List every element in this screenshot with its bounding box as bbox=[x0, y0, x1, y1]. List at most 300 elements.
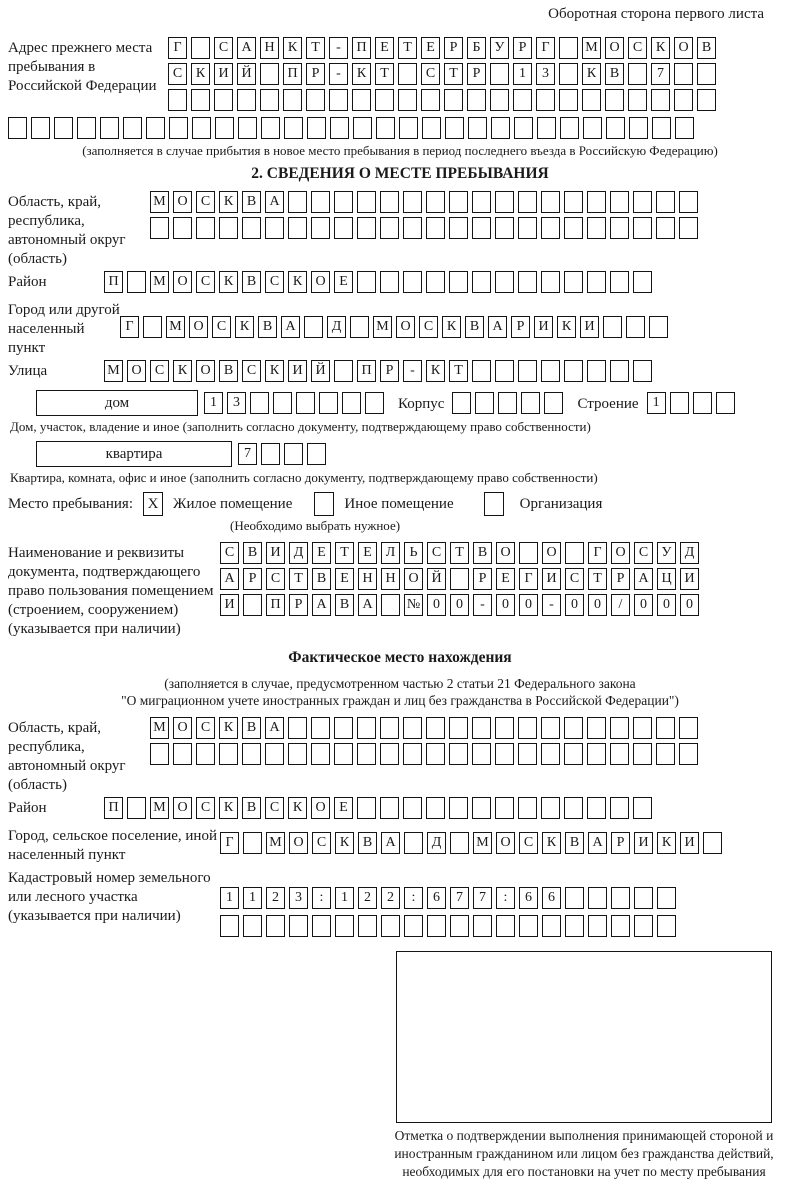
char-cell[interactable] bbox=[472, 191, 491, 213]
char-cell[interactable]: А bbox=[281, 316, 300, 338]
char-cell[interactable] bbox=[265, 217, 284, 239]
char-cell[interactable]: Д bbox=[289, 542, 308, 564]
char-cell[interactable]: Е bbox=[334, 797, 353, 819]
char-cell[interactable]: Т bbox=[588, 568, 607, 590]
char-cell[interactable] bbox=[582, 89, 601, 111]
char-cell[interactable] bbox=[587, 217, 606, 239]
char-cell[interactable]: К bbox=[542, 832, 561, 854]
char-cell[interactable] bbox=[559, 63, 578, 85]
char-cell[interactable] bbox=[357, 217, 376, 239]
char-cell[interactable] bbox=[350, 316, 369, 338]
char-cell[interactable] bbox=[610, 743, 629, 765]
char-cell[interactable] bbox=[191, 37, 210, 59]
char-cell[interactable]: 0 bbox=[565, 594, 584, 616]
char-cell[interactable] bbox=[380, 717, 399, 739]
char-cell[interactable]: В bbox=[242, 271, 261, 293]
char-cell[interactable]: К bbox=[352, 63, 371, 85]
residential-checkbox[interactable]: X bbox=[143, 492, 163, 516]
char-cell[interactable]: 1 bbox=[204, 392, 223, 414]
apartment-type-box[interactable]: квартира bbox=[36, 441, 232, 467]
char-cell[interactable]: 0 bbox=[450, 594, 469, 616]
char-cell[interactable]: С bbox=[212, 316, 231, 338]
char-cell[interactable] bbox=[472, 217, 491, 239]
char-cell[interactable] bbox=[54, 117, 73, 139]
char-cell[interactable] bbox=[127, 797, 146, 819]
char-cell[interactable] bbox=[403, 717, 422, 739]
char-cell[interactable]: Н bbox=[358, 568, 377, 590]
char-cell[interactable] bbox=[127, 271, 146, 293]
apartment-cells[interactable] bbox=[238, 443, 330, 465]
char-cell[interactable] bbox=[426, 191, 445, 213]
char-cell[interactable] bbox=[449, 271, 468, 293]
char-cell[interactable]: Г bbox=[220, 832, 239, 854]
char-cell[interactable]: С bbox=[265, 797, 284, 819]
char-cell[interactable]: О bbox=[173, 797, 192, 819]
char-cell[interactable] bbox=[307, 443, 326, 465]
char-cell[interactable]: И bbox=[542, 568, 561, 590]
char-cell[interactable] bbox=[518, 360, 537, 382]
char-cell[interactable]: В bbox=[358, 832, 377, 854]
char-cell[interactable] bbox=[679, 217, 698, 239]
char-cell[interactable]: : bbox=[312, 887, 331, 909]
char-cell[interactable]: С bbox=[242, 360, 261, 382]
char-cell[interactable] bbox=[603, 316, 622, 338]
char-cell[interactable]: Й bbox=[311, 360, 330, 382]
char-cell[interactable]: М bbox=[150, 191, 169, 213]
char-cell[interactable] bbox=[697, 89, 716, 111]
char-cell[interactable] bbox=[283, 89, 302, 111]
char-cell[interactable] bbox=[518, 797, 537, 819]
char-cell[interactable]: - bbox=[329, 37, 348, 59]
char-cell[interactable] bbox=[380, 797, 399, 819]
char-cell[interactable] bbox=[357, 717, 376, 739]
char-cell[interactable]: С bbox=[565, 568, 584, 590]
char-cell[interactable]: В bbox=[242, 797, 261, 819]
char-cell[interactable] bbox=[427, 915, 446, 937]
char-cell[interactable] bbox=[544, 392, 563, 414]
char-cell[interactable]: Т bbox=[450, 542, 469, 564]
char-cell[interactable] bbox=[77, 117, 96, 139]
char-cell[interactable]: 1 bbox=[647, 392, 666, 414]
char-cell[interactable] bbox=[519, 915, 538, 937]
char-cell[interactable]: Г bbox=[588, 542, 607, 564]
char-cell[interactable]: Д bbox=[327, 316, 346, 338]
char-cell[interactable] bbox=[541, 217, 560, 239]
city-line[interactable] bbox=[120, 316, 672, 338]
char-cell[interactable] bbox=[304, 316, 323, 338]
char-cell[interactable]: Р bbox=[289, 594, 308, 616]
char-cell[interactable] bbox=[651, 89, 670, 111]
char-cell[interactable]: 7 bbox=[473, 887, 492, 909]
char-cell[interactable]: В bbox=[219, 360, 238, 382]
char-cell[interactable]: О bbox=[127, 360, 146, 382]
char-cell[interactable] bbox=[380, 743, 399, 765]
char-cell[interactable]: - bbox=[542, 594, 561, 616]
char-cell[interactable]: Т bbox=[335, 542, 354, 564]
char-cell[interactable] bbox=[444, 89, 463, 111]
char-cell[interactable]: О bbox=[173, 191, 192, 213]
char-cell[interactable] bbox=[296, 392, 315, 414]
char-cell[interactable]: В bbox=[565, 832, 584, 854]
char-cell[interactable]: К bbox=[173, 360, 192, 382]
char-cell[interactable] bbox=[542, 915, 561, 937]
char-cell[interactable] bbox=[289, 915, 308, 937]
char-cell[interactable] bbox=[611, 887, 630, 909]
char-cell[interactable] bbox=[657, 915, 676, 937]
char-cell[interactable] bbox=[541, 743, 560, 765]
char-cell[interactable] bbox=[311, 191, 330, 213]
char-cell[interactable]: 2 bbox=[358, 887, 377, 909]
char-cell[interactable]: В bbox=[605, 63, 624, 85]
char-cell[interactable] bbox=[490, 89, 509, 111]
char-cell[interactable] bbox=[334, 360, 353, 382]
char-cell[interactable]: Й bbox=[237, 63, 256, 85]
char-cell[interactable]: С bbox=[196, 271, 215, 293]
char-cell[interactable] bbox=[380, 271, 399, 293]
char-cell[interactable]: Р bbox=[444, 37, 463, 59]
char-cell[interactable]: 7 bbox=[450, 887, 469, 909]
char-cell[interactable] bbox=[541, 271, 560, 293]
char-cell[interactable]: Р bbox=[243, 568, 262, 590]
char-cell[interactable] bbox=[697, 63, 716, 85]
char-cell[interactable]: Г bbox=[536, 37, 555, 59]
char-cell[interactable] bbox=[342, 392, 361, 414]
char-cell[interactable] bbox=[560, 117, 579, 139]
char-cell[interactable]: К bbox=[265, 360, 284, 382]
char-cell[interactable]: И bbox=[220, 594, 239, 616]
char-cell[interactable] bbox=[649, 316, 668, 338]
char-cell[interactable] bbox=[380, 191, 399, 213]
char-cell[interactable] bbox=[564, 360, 583, 382]
char-cell[interactable] bbox=[426, 271, 445, 293]
char-cell[interactable] bbox=[452, 392, 471, 414]
char-cell[interactable] bbox=[587, 191, 606, 213]
char-cell[interactable]: Д bbox=[427, 832, 446, 854]
char-cell[interactable] bbox=[610, 271, 629, 293]
actual-region-line2[interactable] bbox=[150, 743, 702, 765]
char-cell[interactable] bbox=[399, 117, 418, 139]
char-cell[interactable] bbox=[693, 392, 712, 414]
char-cell[interactable] bbox=[656, 217, 675, 239]
char-cell[interactable]: 7 bbox=[651, 63, 670, 85]
char-cell[interactable] bbox=[450, 832, 469, 854]
char-cell[interactable]: В bbox=[312, 568, 331, 590]
char-cell[interactable]: Е bbox=[335, 568, 354, 590]
char-cell[interactable] bbox=[449, 797, 468, 819]
char-cell[interactable] bbox=[403, 271, 422, 293]
char-cell[interactable]: - bbox=[473, 594, 492, 616]
char-cell[interactable] bbox=[196, 217, 215, 239]
char-cell[interactable]: М bbox=[473, 832, 492, 854]
actual-city-line[interactable] bbox=[220, 832, 726, 854]
char-cell[interactable] bbox=[288, 743, 307, 765]
char-cell[interactable] bbox=[335, 915, 354, 937]
char-cell[interactable]: 6 bbox=[427, 887, 446, 909]
char-cell[interactable] bbox=[288, 217, 307, 239]
char-cell[interactable] bbox=[238, 117, 257, 139]
char-cell[interactable] bbox=[243, 594, 262, 616]
char-cell[interactable]: С bbox=[419, 316, 438, 338]
char-cell[interactable] bbox=[169, 117, 188, 139]
char-cell[interactable]: 1 bbox=[220, 887, 239, 909]
actual-district-line[interactable] bbox=[104, 797, 656, 819]
char-cell[interactable]: М bbox=[266, 832, 285, 854]
char-cell[interactable]: Р bbox=[473, 568, 492, 590]
char-cell[interactable]: Т bbox=[444, 63, 463, 85]
char-cell[interactable]: Г bbox=[120, 316, 139, 338]
char-cell[interactable] bbox=[250, 392, 269, 414]
char-cell[interactable]: - bbox=[403, 360, 422, 382]
char-cell[interactable] bbox=[123, 117, 142, 139]
char-cell[interactable]: К bbox=[288, 797, 307, 819]
char-cell[interactable]: Р bbox=[611, 568, 630, 590]
char-cell[interactable] bbox=[352, 89, 371, 111]
char-cell[interactable]: П bbox=[266, 594, 285, 616]
char-cell[interactable] bbox=[606, 117, 625, 139]
char-cell[interactable] bbox=[468, 117, 487, 139]
char-cell[interactable] bbox=[288, 191, 307, 213]
char-cell[interactable] bbox=[536, 89, 555, 111]
char-cell[interactable]: О bbox=[496, 832, 515, 854]
char-cell[interactable]: К bbox=[651, 37, 670, 59]
char-cell[interactable] bbox=[404, 832, 423, 854]
char-cell[interactable]: А bbox=[220, 568, 239, 590]
char-cell[interactable] bbox=[628, 89, 647, 111]
char-cell[interactable] bbox=[541, 191, 560, 213]
char-cell[interactable]: С bbox=[628, 37, 647, 59]
char-cell[interactable]: 6 bbox=[542, 887, 561, 909]
char-cell[interactable]: С bbox=[150, 360, 169, 382]
char-cell[interactable]: К bbox=[557, 316, 576, 338]
char-cell[interactable] bbox=[449, 717, 468, 739]
char-cell[interactable] bbox=[357, 191, 376, 213]
char-cell[interactable] bbox=[674, 89, 693, 111]
char-cell[interactable]: 0 bbox=[496, 594, 515, 616]
char-cell[interactable] bbox=[656, 743, 675, 765]
char-cell[interactable] bbox=[490, 63, 509, 85]
char-cell[interactable]: К bbox=[219, 797, 238, 819]
char-cell[interactable] bbox=[8, 117, 27, 139]
region-line1[interactable] bbox=[150, 191, 702, 213]
char-cell[interactable] bbox=[495, 743, 514, 765]
char-cell[interactable]: И bbox=[634, 832, 653, 854]
char-cell[interactable]: М bbox=[150, 717, 169, 739]
char-cell[interactable] bbox=[100, 117, 119, 139]
char-cell[interactable]: А bbox=[358, 594, 377, 616]
char-cell[interactable] bbox=[513, 89, 532, 111]
char-cell[interactable]: О bbox=[674, 37, 693, 59]
char-cell[interactable] bbox=[380, 217, 399, 239]
char-cell[interactable] bbox=[288, 717, 307, 739]
char-cell[interactable] bbox=[521, 392, 540, 414]
char-cell[interactable]: Р bbox=[306, 63, 325, 85]
char-cell[interactable] bbox=[564, 743, 583, 765]
char-cell[interactable] bbox=[564, 797, 583, 819]
char-cell[interactable] bbox=[398, 89, 417, 111]
char-cell[interactable] bbox=[496, 915, 515, 937]
char-cell[interactable] bbox=[449, 743, 468, 765]
char-cell[interactable]: Р bbox=[513, 37, 532, 59]
char-cell[interactable] bbox=[514, 117, 533, 139]
char-cell[interactable]: П bbox=[104, 271, 123, 293]
char-cell[interactable]: К bbox=[235, 316, 254, 338]
char-cell[interactable] bbox=[311, 217, 330, 239]
char-cell[interactable]: М bbox=[104, 360, 123, 382]
char-cell[interactable] bbox=[565, 542, 584, 564]
char-cell[interactable] bbox=[334, 717, 353, 739]
char-cell[interactable]: О bbox=[605, 37, 624, 59]
char-cell[interactable] bbox=[565, 915, 584, 937]
char-cell[interactable]: Р bbox=[511, 316, 530, 338]
char-cell[interactable] bbox=[670, 392, 689, 414]
char-cell[interactable] bbox=[564, 717, 583, 739]
char-cell[interactable]: К bbox=[219, 717, 238, 739]
cadastre-line1[interactable] bbox=[220, 887, 680, 909]
char-cell[interactable]: К bbox=[219, 271, 238, 293]
char-cell[interactable]: Е bbox=[358, 542, 377, 564]
char-cell[interactable]: К bbox=[283, 37, 302, 59]
char-cell[interactable]: О bbox=[542, 542, 561, 564]
char-cell[interactable]: О bbox=[396, 316, 415, 338]
char-cell[interactable] bbox=[633, 191, 652, 213]
char-cell[interactable] bbox=[472, 271, 491, 293]
char-cell[interactable] bbox=[675, 117, 694, 139]
char-cell[interactable] bbox=[329, 89, 348, 111]
char-cell[interactable]: 3 bbox=[536, 63, 555, 85]
char-cell[interactable]: У bbox=[490, 37, 509, 59]
char-cell[interactable] bbox=[588, 915, 607, 937]
char-cell[interactable] bbox=[588, 887, 607, 909]
char-cell[interactable] bbox=[656, 717, 675, 739]
char-cell[interactable] bbox=[583, 117, 602, 139]
char-cell[interactable] bbox=[611, 915, 630, 937]
char-cell[interactable] bbox=[358, 915, 377, 937]
char-cell[interactable]: С bbox=[196, 797, 215, 819]
char-cell[interactable]: Е bbox=[496, 568, 515, 590]
char-cell[interactable] bbox=[559, 89, 578, 111]
stroenie-cells[interactable] bbox=[647, 392, 739, 414]
char-cell[interactable] bbox=[196, 743, 215, 765]
char-cell[interactable]: Р bbox=[611, 832, 630, 854]
char-cell[interactable] bbox=[357, 797, 376, 819]
char-cell[interactable]: Д bbox=[680, 542, 699, 564]
char-cell[interactable]: В bbox=[465, 316, 484, 338]
house-number-cells[interactable] bbox=[204, 392, 388, 414]
char-cell[interactable]: Г bbox=[168, 37, 187, 59]
char-cell[interactable] bbox=[330, 117, 349, 139]
char-cell[interactable] bbox=[472, 797, 491, 819]
street-line[interactable] bbox=[104, 360, 656, 382]
char-cell[interactable] bbox=[495, 360, 514, 382]
char-cell[interactable]: 0 bbox=[588, 594, 607, 616]
char-cell[interactable]: А bbox=[634, 568, 653, 590]
char-cell[interactable] bbox=[633, 717, 652, 739]
prev-address-line4-full[interactable] bbox=[8, 117, 792, 139]
char-cell[interactable] bbox=[605, 89, 624, 111]
char-cell[interactable] bbox=[518, 217, 537, 239]
char-cell[interactable]: И bbox=[288, 360, 307, 382]
char-cell[interactable]: 0 bbox=[680, 594, 699, 616]
char-cell[interactable] bbox=[168, 89, 187, 111]
char-cell[interactable]: В bbox=[697, 37, 716, 59]
char-cell[interactable]: 3 bbox=[289, 887, 308, 909]
char-cell[interactable] bbox=[150, 743, 169, 765]
char-cell[interactable] bbox=[475, 392, 494, 414]
char-cell[interactable] bbox=[242, 743, 261, 765]
char-cell[interactable]: С bbox=[214, 37, 233, 59]
char-cell[interactable] bbox=[265, 743, 284, 765]
char-cell[interactable]: 0 bbox=[657, 594, 676, 616]
char-cell[interactable]: А bbox=[488, 316, 507, 338]
char-cell[interactable] bbox=[353, 117, 372, 139]
char-cell[interactable] bbox=[610, 797, 629, 819]
char-cell[interactable]: Е bbox=[312, 542, 331, 564]
char-cell[interactable]: А bbox=[265, 191, 284, 213]
char-cell[interactable]: : bbox=[404, 887, 423, 909]
char-cell[interactable]: И bbox=[680, 568, 699, 590]
char-cell[interactable] bbox=[381, 594, 400, 616]
char-cell[interactable] bbox=[679, 743, 698, 765]
region-line2[interactable] bbox=[150, 217, 702, 239]
char-cell[interactable] bbox=[633, 360, 652, 382]
char-cell[interactable] bbox=[173, 217, 192, 239]
char-cell[interactable]: Т bbox=[449, 360, 468, 382]
char-cell[interactable] bbox=[426, 743, 445, 765]
char-cell[interactable]: М bbox=[150, 271, 169, 293]
char-cell[interactable] bbox=[260, 89, 279, 111]
char-cell[interactable] bbox=[319, 392, 338, 414]
char-cell[interactable] bbox=[610, 717, 629, 739]
char-cell[interactable] bbox=[518, 717, 537, 739]
char-cell[interactable]: Г bbox=[519, 568, 538, 590]
char-cell[interactable]: О bbox=[289, 832, 308, 854]
char-cell[interactable]: В bbox=[242, 191, 261, 213]
char-cell[interactable] bbox=[610, 191, 629, 213]
char-cell[interactable]: 0 bbox=[634, 594, 653, 616]
char-cell[interactable] bbox=[273, 392, 292, 414]
char-cell[interactable]: Т bbox=[289, 568, 308, 590]
char-cell[interactable] bbox=[537, 117, 556, 139]
char-cell[interactable]: С bbox=[266, 568, 285, 590]
char-cell[interactable] bbox=[679, 717, 698, 739]
char-cell[interactable] bbox=[334, 743, 353, 765]
char-cell[interactable] bbox=[495, 217, 514, 239]
char-cell[interactable] bbox=[426, 217, 445, 239]
char-cell[interactable] bbox=[498, 392, 517, 414]
char-cell[interactable]: О bbox=[173, 271, 192, 293]
char-cell[interactable]: И bbox=[534, 316, 553, 338]
char-cell[interactable]: / bbox=[611, 594, 630, 616]
char-cell[interactable]: 2 bbox=[381, 887, 400, 909]
char-cell[interactable]: А bbox=[381, 832, 400, 854]
prev-address-line1[interactable] bbox=[168, 37, 720, 59]
char-cell[interactable]: 2 bbox=[266, 887, 285, 909]
char-cell[interactable] bbox=[31, 117, 50, 139]
char-cell[interactable]: № bbox=[404, 594, 423, 616]
char-cell[interactable] bbox=[375, 89, 394, 111]
char-cell[interactable] bbox=[564, 191, 583, 213]
char-cell[interactable] bbox=[610, 217, 629, 239]
char-cell[interactable] bbox=[559, 37, 578, 59]
char-cell[interactable] bbox=[467, 89, 486, 111]
char-cell[interactable] bbox=[357, 743, 376, 765]
char-cell[interactable]: 0 bbox=[427, 594, 446, 616]
char-cell[interactable] bbox=[633, 797, 652, 819]
char-cell[interactable] bbox=[284, 443, 303, 465]
char-cell[interactable] bbox=[192, 117, 211, 139]
char-cell[interactable]: К bbox=[657, 832, 676, 854]
char-cell[interactable] bbox=[518, 191, 537, 213]
